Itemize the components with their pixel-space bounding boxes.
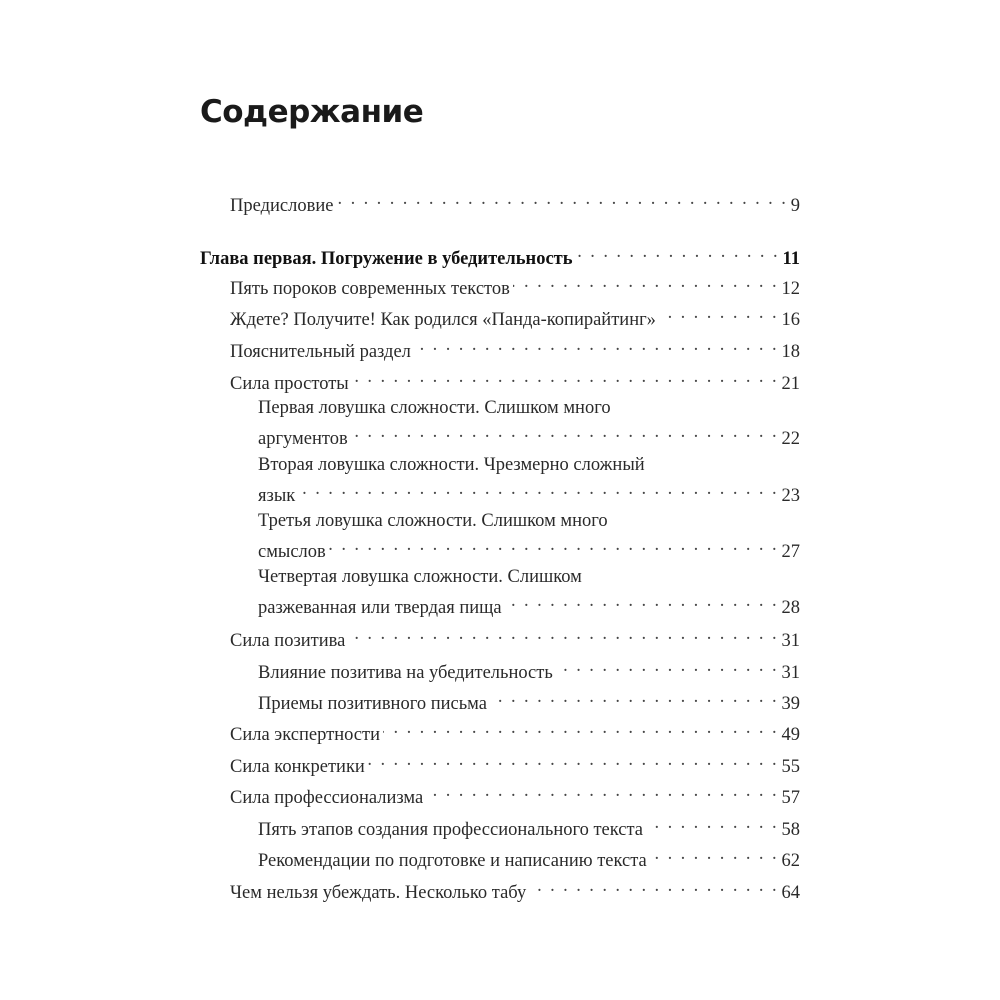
toc-page-number: 9 (790, 196, 800, 216)
toc-entry-title: Сила экспертности (230, 725, 380, 745)
toc-entry-title: Сила простоты (230, 374, 349, 394)
toc-entry[interactable] (230, 333, 800, 364)
toc-page-number: 39 (781, 694, 800, 714)
toc-entry-title-line1: Первая ловушка сложности. Слишком много (258, 398, 611, 418)
toc-entry[interactable] (258, 509, 800, 564)
toc-entry-title: Пять пороков современных текстов (230, 279, 510, 299)
dot-leader (329, 533, 779, 557)
toc-page-number: 12 (781, 279, 800, 299)
toc-entry-title: смыслов (258, 542, 326, 562)
toc-entry-title-line1: Четвертая ловушка сложности. Слишком (258, 567, 582, 587)
toc-entry[interactable] (258, 842, 800, 873)
toc-page-number: 11 (782, 249, 800, 269)
toc-entry-title-line1: Третья ловушка сложности. Слишком много (258, 511, 608, 531)
toc-page-number: 18 (781, 342, 800, 362)
toc-entry-title: Пояснительный раздел (230, 342, 411, 362)
toc-page-number: 22 (781, 429, 800, 449)
toc-entry[interactable] (230, 716, 800, 747)
dot-leader (505, 589, 779, 613)
dot-leader (352, 365, 779, 389)
toc-entry-title: аргументов (258, 429, 348, 449)
dot-leader (336, 187, 787, 211)
toc-page-number: 55 (781, 757, 800, 777)
toc-page-number: 27 (781, 542, 800, 562)
toc-entry-title: Пять этапов создания профессионального текста (258, 820, 644, 840)
toc-page-number: 62 (781, 851, 800, 871)
dot-leader (414, 333, 779, 357)
toc-entry[interactable] (230, 874, 800, 905)
toc-page-number: 57 (781, 788, 800, 808)
toc-entry-title: Ждете? Получите! Как родился «Панда-копирайтинг» (230, 310, 656, 330)
dot-leader (646, 811, 778, 835)
dot-leader (650, 842, 779, 866)
dot-leader (383, 716, 779, 740)
dot-leader (368, 748, 779, 772)
dot-leader (529, 874, 778, 898)
toc-entry-title: Влияние позитива на убедительность (258, 663, 553, 683)
toc-entry[interactable] (230, 622, 800, 653)
toc-entry[interactable] (230, 779, 800, 810)
dot-leader (556, 654, 779, 678)
toc-entry[interactable] (230, 365, 800, 396)
page-title: Содержание (200, 94, 424, 130)
toc-page-number: 58 (781, 820, 800, 840)
toc-page-number: 64 (781, 883, 800, 903)
toc-page-number: 31 (781, 663, 800, 683)
toc-entry-title: Сила позитива (230, 631, 346, 651)
dot-leader (659, 301, 779, 325)
toc-entry-title: разжеванная или твердая пища (258, 598, 502, 618)
toc-page-number: 49 (781, 725, 800, 745)
toc-entry[interactable] (258, 453, 800, 508)
toc-entry-preface[interactable] (230, 187, 800, 218)
dot-leader (426, 779, 778, 803)
toc-entry-title: Сила профессионализма (230, 788, 424, 808)
toc-entry-title: Чем нельзя убеждать. Несколько табу (230, 883, 527, 903)
toc-entry[interactable] (230, 301, 800, 332)
dot-leader (576, 240, 780, 264)
toc-entry[interactable] (258, 685, 800, 716)
toc-entry[interactable] (230, 270, 800, 301)
toc-page-number: 21 (781, 374, 800, 394)
dot-leader (513, 270, 779, 294)
toc-entry-title: Глава первая. Погружение в убедительность (200, 249, 573, 269)
dot-leader (298, 477, 778, 501)
dot-leader (351, 420, 779, 444)
toc-page-number: 28 (781, 598, 800, 618)
toc-entry[interactable] (258, 565, 800, 620)
toc-entry-title: язык (258, 486, 296, 506)
toc-page-number: 23 (781, 486, 800, 506)
toc-entry-title: Приемы позитивного письма (258, 694, 487, 714)
dot-leader (348, 622, 778, 646)
dot-leader (490, 685, 779, 709)
toc-entry-chapter-1[interactable] (200, 240, 800, 271)
toc-entry[interactable] (230, 748, 800, 779)
toc-entry-title: Сила конкретики (230, 757, 365, 777)
toc-entry-title-line1: Вторая ловушка сложности. Чрезмерно сложный (258, 455, 645, 475)
toc-page-number: 31 (781, 631, 800, 651)
toc-entry[interactable] (258, 811, 800, 842)
toc-page-number: 16 (781, 310, 800, 330)
toc-entry-title: Предисловие (230, 196, 334, 216)
toc-entry-title: Рекомендации по подготовке и написанию текста (258, 851, 647, 871)
toc-entry[interactable] (258, 654, 800, 685)
toc-entry[interactable] (258, 396, 800, 451)
